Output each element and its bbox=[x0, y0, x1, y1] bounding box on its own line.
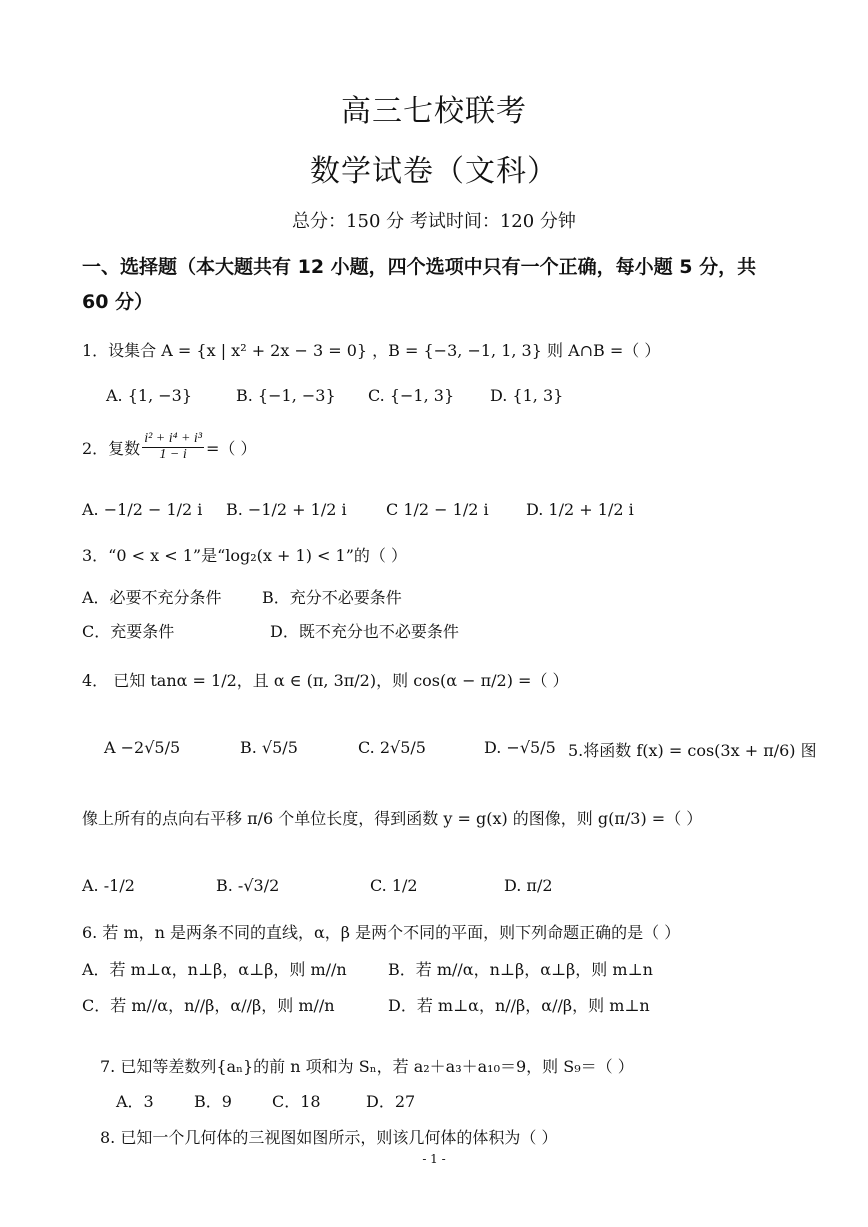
q2-option-c: C 1/2 − 1/2 i bbox=[386, 500, 489, 519]
question-6: 6. 若 m，n 是两条不同的直线，α，β 是两个不同的平面，则下列命题正确的是（ ） bbox=[82, 923, 681, 942]
section-heading: 一、选择题（本大题共有 12 小题，四个选项中只有一个正确，每小题 5 分，共 bbox=[82, 256, 757, 278]
q1-option-a: A. {1, −3} bbox=[106, 386, 193, 405]
question-7: 7. 已知等差数列{aₙ}的前 n 项和为 Sₙ，若 a₂＋a₃＋a₁₀＝9，则 S₉＝（ ） bbox=[100, 1057, 634, 1076]
q3-option-b: B．充分不必要条件 bbox=[262, 588, 402, 607]
q5-option-d: D. π/2 bbox=[504, 876, 553, 895]
question-3: 3．“0 < x < 1”是“log₂(x + 1) < 1”的（ ） bbox=[82, 546, 407, 565]
question-2 bbox=[82, 432, 257, 462]
q2-suffix: =（ ） bbox=[206, 438, 257, 458]
section-heading-cont: 60 分） bbox=[82, 291, 154, 313]
q2-option-a: A. −1/2 − 1/2 i bbox=[82, 500, 203, 519]
q7-option-a: A．3 bbox=[116, 1092, 154, 1111]
q5-option-c: C. 1/2 bbox=[370, 876, 418, 895]
q6-option-a: A．若 m⊥α，n⊥β，α⊥β，则 m//n bbox=[82, 960, 347, 979]
q2-fraction bbox=[142, 432, 204, 462]
q4-option-c: C. 2√5/5 bbox=[358, 738, 426, 757]
q1-option-c: C. {−1, 3} bbox=[368, 386, 455, 405]
q7-option-b: B．9 bbox=[194, 1092, 232, 1111]
exam-info: 总分：150 分 考试时间：120 分钟 bbox=[292, 211, 576, 232]
q2-numerator: i² + i⁴ + i³ bbox=[144, 431, 203, 446]
q6-option-c: C．若 m//α，n//β，α//β，则 m//n bbox=[82, 996, 335, 1015]
q3-option-d: D．既不充分也不必要条件 bbox=[270, 622, 459, 641]
q2-denominator: 1 − i bbox=[159, 446, 187, 462]
question-1: 1．设集合 A = {x | x² + 2x − 3 = 0} ，B = {−3, −1, 1, 3} 则 A∩B =（ ） bbox=[82, 341, 661, 360]
q7-option-d: D．27 bbox=[366, 1092, 416, 1111]
q6-option-d: D．若 m⊥α，n//β，α//β，则 m⊥n bbox=[388, 996, 650, 1015]
q5-option-b: B. -√3/2 bbox=[216, 876, 280, 895]
question-8: 8. 已知一个几何体的三视图如图所示，则该几何体的体积为（ ） bbox=[100, 1128, 558, 1147]
q4-option-b: B. √5/5 bbox=[240, 738, 298, 757]
q4-option-a: A −2√5/5 bbox=[104, 738, 181, 757]
page-number: - 1 - bbox=[422, 1152, 446, 1166]
q1-option-b: B. {−1, −3} bbox=[236, 386, 336, 405]
q2-option-b: B. −1/2 + 1/2 i bbox=[226, 500, 347, 519]
q5-option-a: A. -1/2 bbox=[82, 876, 135, 895]
exam-title: 高三七校联考 bbox=[341, 94, 527, 129]
q7-option-c: C．18 bbox=[272, 1092, 321, 1111]
q3-option-c: C．充要条件 bbox=[82, 622, 175, 641]
exam-subtitle: 数学试卷（文科） bbox=[310, 154, 558, 189]
q2-option-d: D. 1/2 + 1/2 i bbox=[526, 500, 634, 519]
q2-prefix: 2．复数 bbox=[82, 438, 141, 458]
question-5-start: 5.将函数 f(x) = cos(3x + π/6) 图 bbox=[568, 741, 817, 760]
q1-option-d: D. {1, 3} bbox=[490, 386, 564, 405]
question-5-cont: 像上所有的点向右平移 π/6 个单位长度，得到函数 y = g(x) 的图像，则 g(π/3) =（ ） bbox=[82, 809, 703, 828]
question-4: 4． 已知 tanα = 1/2，且 α ∈ (π, 3π/2)，则 cos(α − π/2) =（ ） bbox=[82, 671, 569, 690]
q3-option-a: A．必要不充分条件 bbox=[82, 588, 222, 607]
q6-option-b: B．若 m//α，n⊥β，α⊥β，则 m⊥n bbox=[388, 960, 653, 979]
q4-option-d: D. −√5/5 bbox=[484, 738, 556, 757]
